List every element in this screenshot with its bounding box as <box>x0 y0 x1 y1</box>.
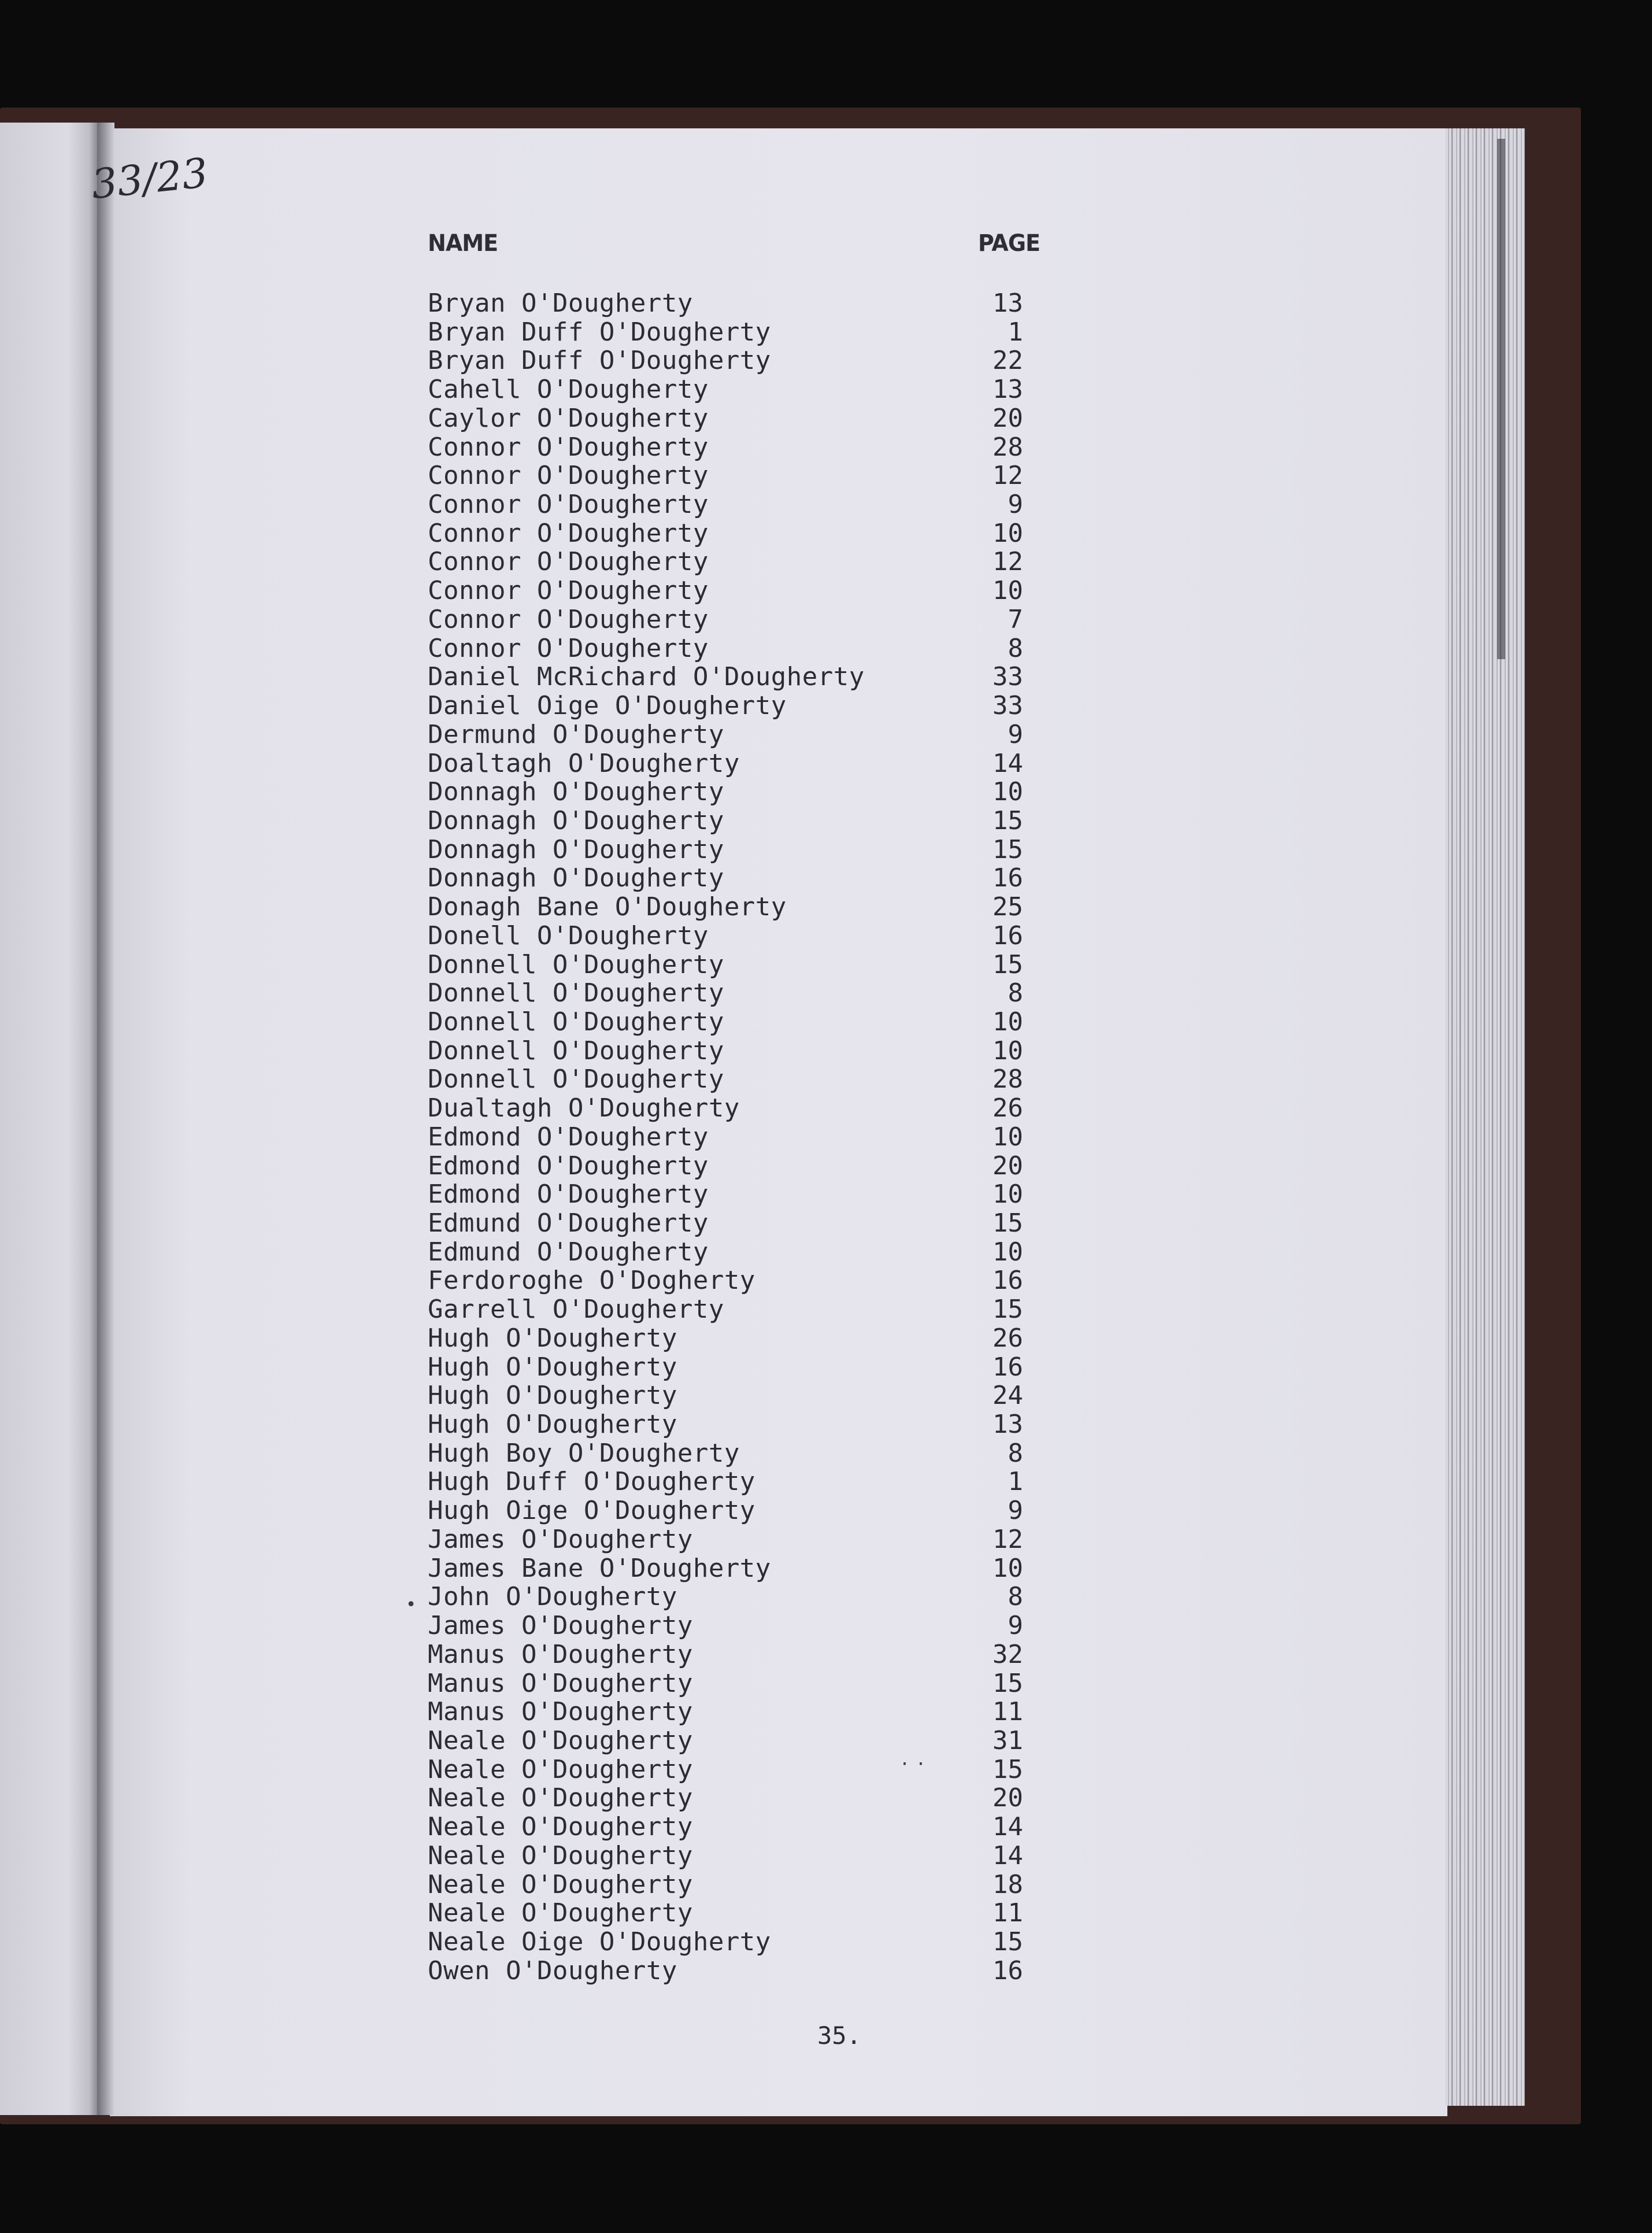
entry-name: Connor O'Dougherty <box>428 432 709 462</box>
list-item <box>0 835 1652 864</box>
entry-page: 10 <box>992 1237 1023 1267</box>
list-item <box>0 893 1652 922</box>
entry-name: Cahell O'Dougherty <box>428 375 709 405</box>
entry-name: Caylor O'Dougherty <box>428 403 709 433</box>
entry-name: Neale Oige O'Dougherty <box>428 1927 771 1957</box>
entry-name: Dermund O'Dougherty <box>428 719 724 749</box>
entry-page: 9 <box>1008 719 1023 749</box>
entry-page: 1 <box>1008 317 1023 347</box>
list-item <box>0 634 1652 663</box>
entry-name: Connor O'Dougherty <box>428 576 709 606</box>
entry-name: James O'Dougherty <box>428 1611 693 1641</box>
name-column-header: NAME <box>428 230 498 257</box>
list-item <box>0 576 1652 605</box>
entry-name: Donnell O'Dougherty <box>428 1064 724 1095</box>
entry-name: Edmund O'Dougherty <box>428 1237 709 1267</box>
entry-name: Connor O'Dougherty <box>428 461 709 491</box>
entry-page: 15 <box>992 1668 1023 1698</box>
column-headers <box>0 230 1652 265</box>
list-item <box>0 1525 1652 1554</box>
entry-page: 16 <box>992 1352 1023 1382</box>
list-item <box>0 1611 1652 1640</box>
list-item <box>0 1123 1652 1152</box>
list-item <box>0 1324 1652 1353</box>
entry-page: 12 <box>992 1524 1023 1554</box>
entry-page: 15 <box>992 1927 1023 1957</box>
list-item <box>0 1410 1652 1439</box>
entry-name: Owen O'Dougherty <box>428 1955 677 1986</box>
entry-name: Garrell O'Dougherty <box>428 1295 724 1325</box>
entry-page: 33 <box>992 691 1023 721</box>
list-item <box>0 807 1652 835</box>
list-item <box>0 1353 1652 1382</box>
list-item <box>0 375 1652 404</box>
list-item <box>0 1152 1652 1181</box>
list-item <box>0 1640 1652 1669</box>
list-item <box>0 1813 1652 1842</box>
entry-name: Hugh Duff O'Dougherty <box>428 1467 755 1497</box>
entry-name: John O'Dougherty <box>428 1582 677 1612</box>
handwritten-note: 33/23 <box>89 149 210 209</box>
entry-name: Neale O'Dougherty <box>428 1869 693 1899</box>
entry-name: James O'Dougherty <box>428 1524 693 1554</box>
list-item <box>0 1266 1652 1295</box>
entry-name: Edmond O'Dougherty <box>428 1151 709 1181</box>
list-item <box>0 1784 1652 1813</box>
page-number: 35. <box>817 2021 861 2050</box>
list-item <box>0 548 1652 576</box>
entry-name: Connor O'Dougherty <box>428 633 709 663</box>
list-item <box>0 1180 1652 1209</box>
list-item <box>0 1439 1652 1468</box>
list-item <box>0 1842 1652 1870</box>
entry-name: Bryan O'Dougherty <box>428 289 693 318</box>
entry-name: Daniel Oige O'Dougherty <box>428 691 787 721</box>
entry-name: Connor O'Dougherty <box>428 547 709 577</box>
entry-page: 10 <box>992 1007 1023 1037</box>
entry-name: Manus O'Dougherty <box>428 1697 693 1727</box>
entry-page: 16 <box>992 920 1023 951</box>
entry-page: 10 <box>992 1036 1023 1066</box>
entry-name: Neale O'Dougherty <box>428 1725 693 1755</box>
entry-page: 10 <box>992 1122 1023 1152</box>
entry-name: Neale O'Dougherty <box>428 1754 693 1784</box>
entry-page: 15 <box>992 1208 1023 1238</box>
entry-page: 14 <box>992 1840 1023 1870</box>
stray-marks: ·· <box>899 1754 932 1774</box>
entry-name: Hugh Boy O'Dougherty <box>428 1438 740 1468</box>
list-item <box>0 1008 1652 1037</box>
entry-name: Donell O'Dougherty <box>428 920 709 951</box>
list-item <box>0 1209 1652 1238</box>
entry-name: Donnagh O'Dougherty <box>428 777 724 807</box>
list-item <box>0 519 1652 548</box>
check-mark-icon: • <box>406 1595 417 1615</box>
entry-name: Manus O'Dougherty <box>428 1668 693 1698</box>
list-item <box>0 1928 1652 1957</box>
entry-name: Connor O'Dougherty <box>428 490 709 520</box>
entry-name: Donnell O'Dougherty <box>428 949 724 979</box>
entry-page: 20 <box>992 1783 1023 1813</box>
list-item <box>0 289 1652 318</box>
list-item <box>0 951 1652 979</box>
entry-page: 13 <box>992 1410 1023 1440</box>
entry-page: 16 <box>992 863 1023 893</box>
list-item <box>0 605 1652 634</box>
list-item <box>0 318 1652 347</box>
entry-page: 26 <box>992 1323 1023 1353</box>
list-item <box>0 720 1652 749</box>
entry-page: 15 <box>992 834 1023 864</box>
entry-page: 11 <box>992 1898 1023 1928</box>
entry-page: 12 <box>992 547 1023 577</box>
entry-page: 31 <box>992 1725 1023 1755</box>
list-item <box>0 404 1652 433</box>
list-item <box>0 1467 1652 1496</box>
list-item <box>0 1496 1652 1525</box>
entry-page: 25 <box>992 892 1023 922</box>
list-item <box>0 1094 1652 1123</box>
list-item <box>0 1755 1652 1784</box>
entry-page: 1 <box>1008 1467 1023 1497</box>
list-item <box>0 1899 1652 1928</box>
entry-page: 10 <box>992 1553 1023 1583</box>
entry-page: 9 <box>1008 1496 1023 1526</box>
entry-page: 11 <box>992 1697 1023 1727</box>
list-item <box>0 490 1652 519</box>
entry-page: 28 <box>992 432 1023 462</box>
list-item <box>0 749 1652 778</box>
entry-page: 12 <box>992 461 1023 491</box>
list-item <box>0 922 1652 951</box>
list-item <box>0 1698 1652 1726</box>
entry-name: Bryan Duff O'Dougherty <box>428 346 771 376</box>
entry-name: Neale O'Dougherty <box>428 1840 693 1870</box>
entry-name: Connor O'Dougherty <box>428 604 709 634</box>
entry-name: Doaltagh O'Dougherty <box>428 748 740 778</box>
entry-page: 20 <box>992 403 1023 433</box>
list-item <box>0 778 1652 807</box>
entry-page: 32 <box>992 1639 1023 1669</box>
entry-name: Hugh O'Dougherty <box>428 1352 677 1382</box>
entry-page: 8 <box>1008 978 1023 1008</box>
entry-name: Donnagh O'Dougherty <box>428 863 724 893</box>
entry-page: 13 <box>992 289 1023 318</box>
entry-page: 8 <box>1008 1582 1023 1612</box>
list-item <box>0 864 1652 893</box>
list-item <box>0 1238 1652 1267</box>
entry-page: 7 <box>1008 604 1023 634</box>
list-item <box>0 1870 1652 1899</box>
entry-name: Hugh O'Dougherty <box>428 1323 677 1353</box>
entry-name: Hugh O'Dougherty <box>428 1410 677 1440</box>
entry-name: Neale O'Dougherty <box>428 1812 693 1842</box>
list-item <box>0 1583 1652 1611</box>
index-list <box>0 289 1652 1985</box>
list-item <box>0 1669 1652 1698</box>
entry-name: Edmund O'Dougherty <box>428 1208 709 1238</box>
entry-page: 33 <box>992 662 1023 692</box>
page-column-header: PAGE <box>978 230 1040 257</box>
entry-name: Dualtagh O'Dougherty <box>428 1093 740 1123</box>
entry-name: Donagh Bane O'Dougherty <box>428 892 787 922</box>
entry-name: Daniel McRichard O'Dougherty <box>428 662 865 692</box>
list-item <box>0 1554 1652 1583</box>
list-item <box>0 1295 1652 1324</box>
entry-page: 16 <box>992 1266 1023 1296</box>
list-item <box>0 979 1652 1008</box>
entry-name: Bryan Duff O'Dougherty <box>428 317 771 347</box>
entry-name: Hugh Oige O'Dougherty <box>428 1496 755 1526</box>
entry-page: 18 <box>992 1869 1023 1899</box>
list-item <box>0 663 1652 692</box>
list-item <box>0 1037 1652 1066</box>
entry-page: 15 <box>992 1754 1023 1784</box>
entry-name: Neale O'Dougherty <box>428 1898 693 1928</box>
entry-page: 14 <box>992 1812 1023 1842</box>
entry-page: 16 <box>992 1955 1023 1986</box>
entry-page: 26 <box>992 1093 1023 1123</box>
entry-name: Edmond O'Dougherty <box>428 1122 709 1152</box>
entry-page: 15 <box>992 805 1023 835</box>
list-item <box>0 346 1652 375</box>
list-item <box>0 1381 1652 1410</box>
entry-name: Donnagh O'Dougherty <box>428 805 724 835</box>
entry-page: 20 <box>992 1151 1023 1181</box>
entry-name: Donnell O'Dougherty <box>428 1007 724 1037</box>
entry-page: 10 <box>992 1180 1023 1210</box>
entry-page: 13 <box>992 375 1023 405</box>
entry-page: 15 <box>992 949 1023 979</box>
entry-name: Ferdoroghe O'Dogherty <box>428 1266 755 1296</box>
entry-page: 14 <box>992 748 1023 778</box>
list-item <box>0 1957 1652 1986</box>
entry-name: James Bane O'Dougherty <box>428 1553 771 1583</box>
entry-name: Manus O'Dougherty <box>428 1639 693 1669</box>
entry-name: Donnagh O'Dougherty <box>428 834 724 864</box>
entry-page: 10 <box>992 777 1023 807</box>
list-item <box>0 1065 1652 1094</box>
entry-name: Edmond O'Dougherty <box>428 1180 709 1210</box>
entry-name: Connor O'Dougherty <box>428 518 709 548</box>
entry-page: 9 <box>1008 490 1023 520</box>
entry-page: 24 <box>992 1381 1023 1411</box>
entry-name: Hugh O'Dougherty <box>428 1381 677 1411</box>
entry-name: Neale O'Dougherty <box>428 1783 693 1813</box>
entry-page: 10 <box>992 518 1023 548</box>
entry-name: Donnell O'Dougherty <box>428 978 724 1008</box>
list-item <box>0 461 1652 490</box>
entry-page: 8 <box>1008 633 1023 663</box>
entry-page: 28 <box>992 1064 1023 1095</box>
list-item <box>0 1726 1652 1755</box>
entry-page: 8 <box>1008 1438 1023 1468</box>
entry-page: 22 <box>992 346 1023 376</box>
list-item <box>0 433 1652 462</box>
entry-page: 9 <box>1008 1611 1023 1641</box>
entry-name: Donnell O'Dougherty <box>428 1036 724 1066</box>
entry-page: 10 <box>992 576 1023 606</box>
list-item <box>0 692 1652 720</box>
entry-page: 15 <box>992 1295 1023 1325</box>
